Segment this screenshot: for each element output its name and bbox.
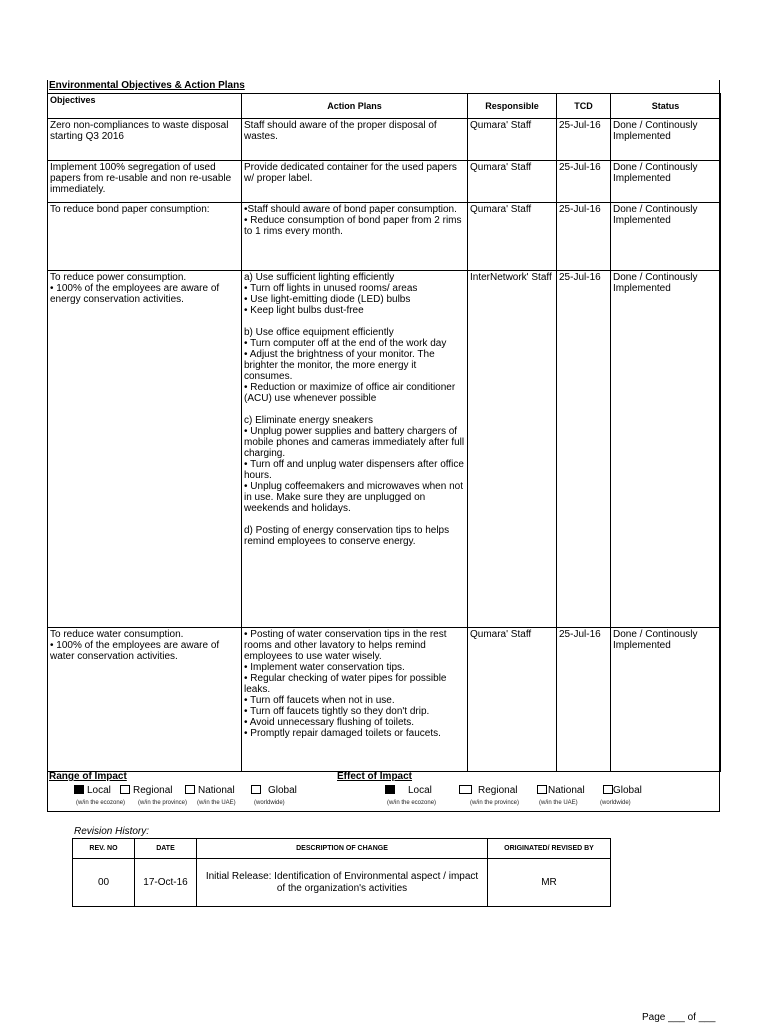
revision-row [73,859,611,907]
objectives-table [47,93,721,772]
page-number: Page ___ of ___ [642,1012,716,1023]
header-date: DATE [135,839,197,859]
range-regional-sub: (w/in the province) [138,800,188,806]
objective-cell: Zero non-compliances to waste disposal starting Q3 2016 [48,119,242,161]
status-cell: Done / Continously Implemented [611,161,721,203]
table-row [48,203,721,271]
range-of-impact-title: Range of Impact [49,771,127,782]
action-plan-cell: •Staff should aware of bond paper consumption. • Reduce consumption of bond paper from 2 rims to 1 rims every month. [242,203,468,271]
document-title: Environmental Objectives & Action Plans [49,80,245,91]
table-row [48,628,721,772]
action-plan-cell: a) Use sufficient lighting efficiently • Turn off lights in unused rooms/ areas • Use light-emitting diode (LED) bulbs • Keep light bulbs dust-free b) Use office equipment efficiently • Turn computer off at the end of the work day • Adjust the brightness of your monitor. The brighter the monitor, the more energy it consumes. • Reduction or maximize of office air conditioner (ACU) use whenever possible c) Eliminate energy sneakers • Unplug power supplies and battery chargers of mobile phones and cameras immediately after full charging. • Turn off and unplug water dispensers after office hours. • Unplug coffeemakers and microwaves when not in use. Make sure they are unplugged on weekends and holidays. d) Posting of energy conservation tips to helps remind employees to conserve energy. [242,271,468,628]
responsible-cell: Qumara' Staff [468,119,557,161]
impact-section [49,771,719,811]
effect-global-sub: (worldwide) [600,800,631,806]
action-plan-cell: Provide dedicated container for the used papers w/ proper label. [242,161,468,203]
header-rev-no: REV. NO [73,839,135,859]
header-action-plans: Action Plans [242,94,468,119]
action-plan-cell: • Posting of water conservation tips in the rest rooms and other lavatory to helps remind employees to use water wisely. • Implement water conservation tips. • Regular checking of water pipes for possible leaks. • Turn off faucets when not in use. • Turn off faucets tightly so they don't drip. • Avoid unnecessary flushing of toilets. • Promptly repair damaged toilets or faucets. [242,628,468,772]
effect-regional-option[interactable]: Regional [459,785,517,796]
checkbox[interactable] [603,785,613,794]
revision-history-title: Revision History: [74,826,150,837]
header-tcd: TCD [557,94,611,119]
objective-cell: To reduce bond paper consumption: [48,203,242,271]
range-global-sub: (worldwide) [254,800,285,806]
checkbox[interactable] [185,785,195,794]
checkbox-checked[interactable] [74,785,84,794]
tcd-cell: 25-Jul-16 [557,161,611,203]
objective-cell: To reduce water consumption. • 100% of the employees are aware of water conservation activities. [48,628,242,772]
effect-regional-sub: (w/in the province) [470,800,520,806]
objective-cell: Implement 100% segregation of used papers from re-usable and non re-usable immediately. [48,161,242,203]
effect-global-option[interactable]: Global [603,785,642,796]
effect-local-sub: (w/in the ecozone) [387,800,437,806]
range-regional-option[interactable]: Regional [120,785,172,796]
rev-originated-cell: MR [488,859,611,907]
effect-of-impact-title: Effect of Impact [337,771,413,782]
rev-date-cell: 17-Oct-16 [135,859,197,907]
range-national-sub: (w/in the UAE) [197,800,236,806]
table-row [48,271,721,628]
range-local-option[interactable]: Local [74,785,111,796]
status-cell: Done / Continously Implemented [611,271,721,628]
responsible-cell: InterNetwork' Staff [468,271,557,628]
objective-cell: To reduce power consumption. • 100% of the employees are aware of energy conservation activities. [48,271,242,628]
effect-national-sub: (w/in the UAE) [539,800,578,806]
header-responsible: Responsible [468,94,557,119]
header-description: DESCRIPTION OF CHANGE [197,839,488,859]
responsible-cell: Qumara' Staff [468,161,557,203]
checkbox-checked[interactable] [385,785,395,794]
rev-no-cell: 00 [73,859,135,907]
checkbox[interactable] [459,785,472,794]
status-cell: Done / Continously Implemented [611,628,721,772]
revision-history-table [72,838,611,907]
table-row [48,119,721,161]
tcd-cell: 25-Jul-16 [557,271,611,628]
tcd-cell: 25-Jul-16 [557,119,611,161]
header-originated: ORIGINATED/ REVISED BY [488,839,611,859]
effect-national-option[interactable]: National [537,785,585,796]
checkbox[interactable] [537,785,547,794]
checkbox[interactable] [120,785,130,794]
table-row [48,161,721,203]
tcd-cell: 25-Jul-16 [557,628,611,772]
range-global-option[interactable]: Global [251,785,297,796]
header-objectives: Objectives [48,94,242,119]
action-plan-cell: Staff should aware of the proper disposal of wastes. [242,119,468,161]
range-national-option[interactable]: National [185,785,235,796]
effect-local-option[interactable]: Local [385,785,432,796]
status-cell: Done / Continously Implemented [611,203,721,271]
rev-description-cell: Initial Release: Identification of Environmental aspect / impact of the organization's activities [197,859,488,907]
responsible-cell: Qumara' Staff [468,628,557,772]
tcd-cell: 25-Jul-16 [557,203,611,271]
status-cell: Done / Continously Implemented [611,119,721,161]
table-header-row [48,94,721,119]
revision-header-row [73,839,611,859]
range-local-sub: (w/in the ecozone) [76,800,126,806]
responsible-cell: Qumara' Staff [468,203,557,271]
header-status: Status [611,94,721,119]
checkbox[interactable] [251,785,261,794]
